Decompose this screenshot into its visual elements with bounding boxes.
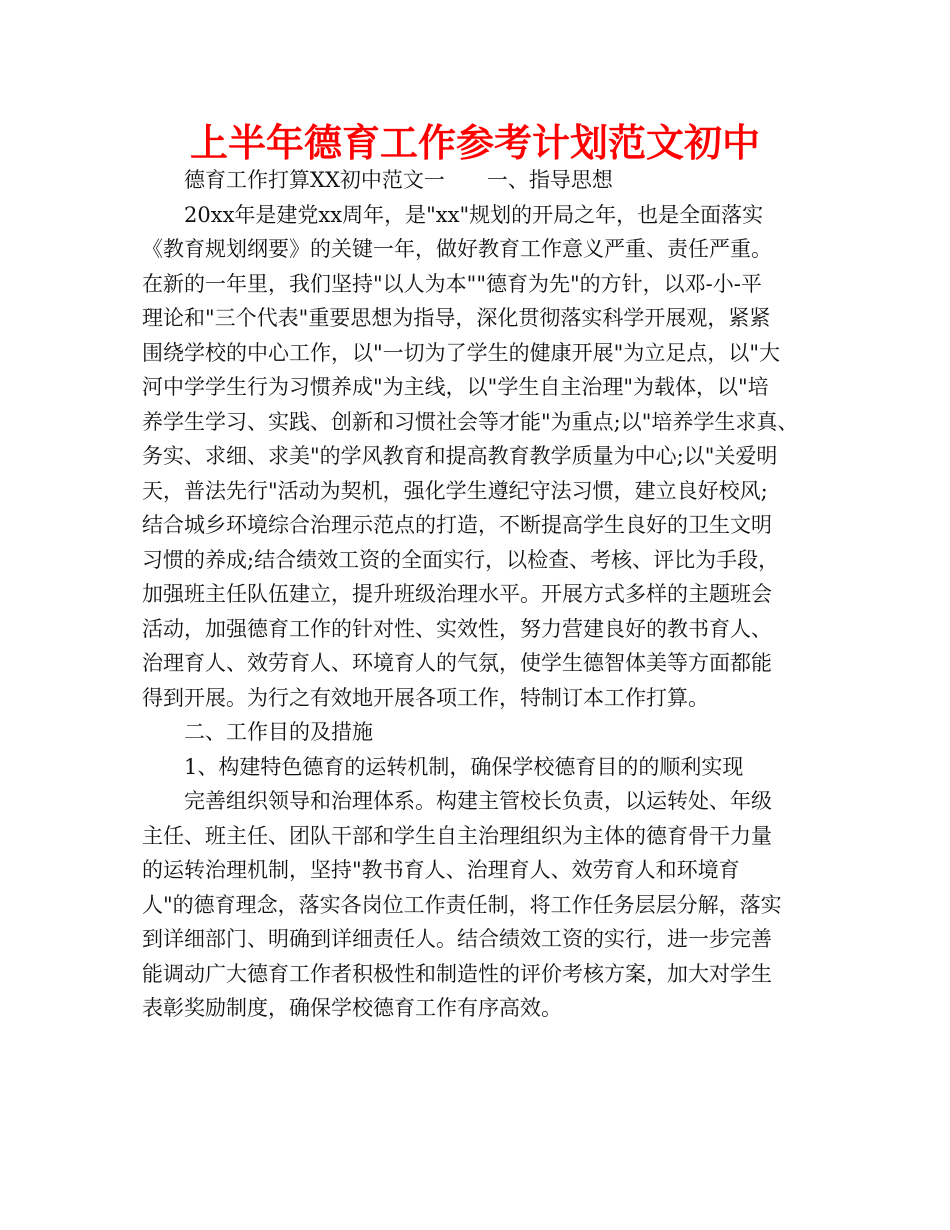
text-line: 的运转治理机制，坚持"教书育人、治理育人、效劳育人和环境育 (142, 858, 740, 882)
text-line: 到详细部门、明确到详细责任人。结合绩效工资的实行，进一步完善 (142, 927, 772, 951)
text-line: 完善组织领导和治理体系。构建主管校长负责，以运转处、年级 (184, 789, 772, 813)
text-line: 习惯的养成;结合绩效工资的全面实行，以检查、考核、评比为手段， (142, 547, 780, 572)
text-line: 养学生学习、实践、创新和习惯社会等才能"为重点;以"培养学生求真、 (142, 409, 799, 434)
text-line: 得到开展。为行之有效地开展各项工作，特制订本工作打算。 (142, 685, 709, 710)
text-line: 德育工作打算XX初中范文一 一、指导思想 (184, 168, 613, 192)
text-line: 20xx年是建党xx周年，是"xx"规划的开局之年，也是全面落实 (184, 202, 764, 227)
text-line: 天，普法先行"活动为契机，强化学生遵纪守法习惯，建立良好校风; (142, 478, 768, 503)
text-line: 在新的一年里，我们坚持"以人为本""德育为先"的方针，以邓-小-平 (142, 271, 762, 296)
document-body (142, 163, 822, 1026)
text-line: 人"的德育理念，落实各岗位工作责任制，将工作任务层层分解，落实 (142, 892, 782, 917)
subsection-heading: 1、构建特色德育的运转机制，确保学校德育目的的顺利实现 (184, 754, 744, 779)
text-line: 活动，加强德育工作的针对性、实效性，努力营建良好的教书育人、 (142, 616, 772, 641)
text-line: 务实、求细、求美"的学风教育和提高教育教学质量为中心;以"关爱明 (142, 444, 778, 468)
text-line: 表彰奖励制度，确保学校德育工作有序高效。 (142, 996, 562, 1020)
text-line: 河中学学生行为习惯养成"为主线，以"学生自主治理"为载体，以"培 (142, 375, 769, 399)
text-line: 加强班主任队伍建立，提升班级治理水平。开展方式多样的主题班会 (142, 582, 772, 606)
text-line: 结合城乡环境综合治理示范点的打造，不断提高学生良好的卫生文明 (142, 513, 772, 537)
text-line: 主任、班主任、团队干部和学生自主治理组织为主体的德育骨干力量 (142, 823, 772, 848)
text-line: 理论和"三个代表"重要思想为指导，深化贯彻落实科学开展观，紧紧 (142, 306, 771, 330)
text-line: 治理育人、效劳育人、环境育人的气氛，使学生德智体美等方面都能 (142, 651, 772, 675)
document-title: 上半年德育工作参考计划范文初中 (189, 121, 760, 165)
text-line: 围绕学校的中心工作，以"一切为了学生的健康开展"为立足点，以"大 (142, 340, 780, 365)
section-heading: 二、工作目的及措施 (184, 720, 373, 744)
text-line: 《教育规划纲要》的关键一年，做好教育工作意义严重、责任严重。 (142, 237, 772, 261)
text-line: 能调动广大德育工作者积极性和制造性的评价考核方案，加大对学生 (142, 961, 772, 986)
